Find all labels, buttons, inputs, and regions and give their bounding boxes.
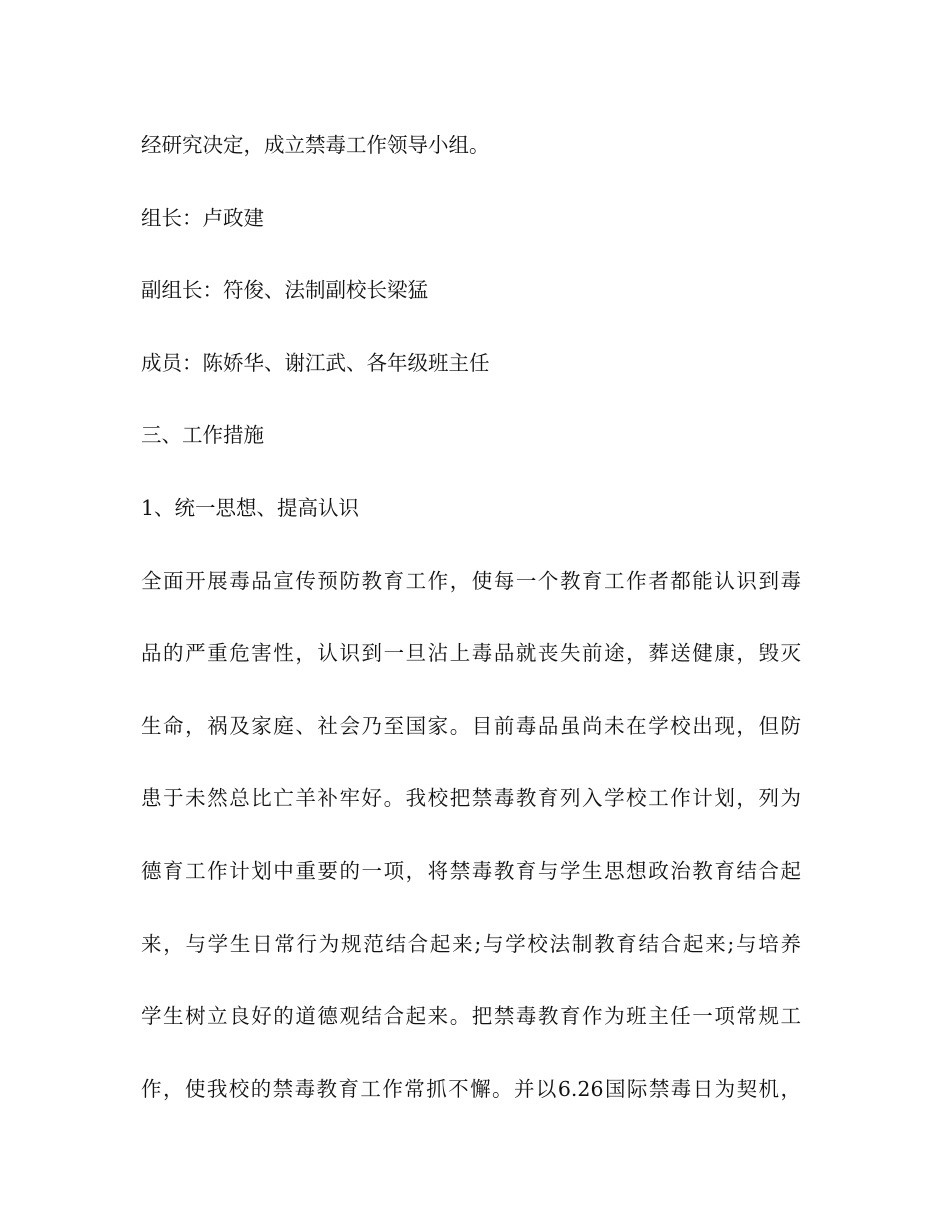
paragraph-line: 患于未然总比亡羊补牢好。我校把禁毒教育列入学校工作计划，列为 — [141, 786, 801, 811]
members-line: 成员：陈娇华、谢江武、各年级班主任 — [141, 350, 490, 375]
paragraph-line: 学生树立良好的道德观结合起来。把禁毒教育作为班主任一项常规工 — [141, 1004, 801, 1029]
subheading-unify-thinking: 1、统一思想、提高认识 — [141, 495, 360, 520]
paragraph-line: 作，使我校的禁毒教育工作常抓不懈。并以6.26国际禁毒日为契机， — [141, 1076, 801, 1101]
paragraph-line: 生命，祸及家庭、社会乃至国家。目前毒品虽尚未在学校出现，但防 — [141, 713, 801, 738]
paragraph-decision: 经研究决定，成立禁毒工作领导小组。 — [141, 133, 490, 157]
group-leader-line: 组长：卢政建 — [141, 205, 264, 230]
paragraph-line: 品的严重危害性，认识到一旦沾上毒品就丧失前途，葬送健康，毁灭 — [141, 641, 801, 666]
paragraph-line: 全面开展毒品宣传预防教育工作，使每一个教育工作者都能认识到毒 — [141, 568, 801, 593]
deputy-leader-line: 副组长：符俊、法制副校长梁猛 — [141, 278, 428, 303]
paragraph-line: 来，与学生日常行为规范结合起来;与学校法制教育结合起来;与培养 — [141, 931, 801, 956]
document-body — [141, 122, 801, 1138]
paragraph-line: 德育工作计划中重要的一项，将禁毒教育与学生思想政治教育结合起 — [141, 858, 801, 883]
section-heading-measures: 三、工作措施 — [141, 423, 264, 448]
